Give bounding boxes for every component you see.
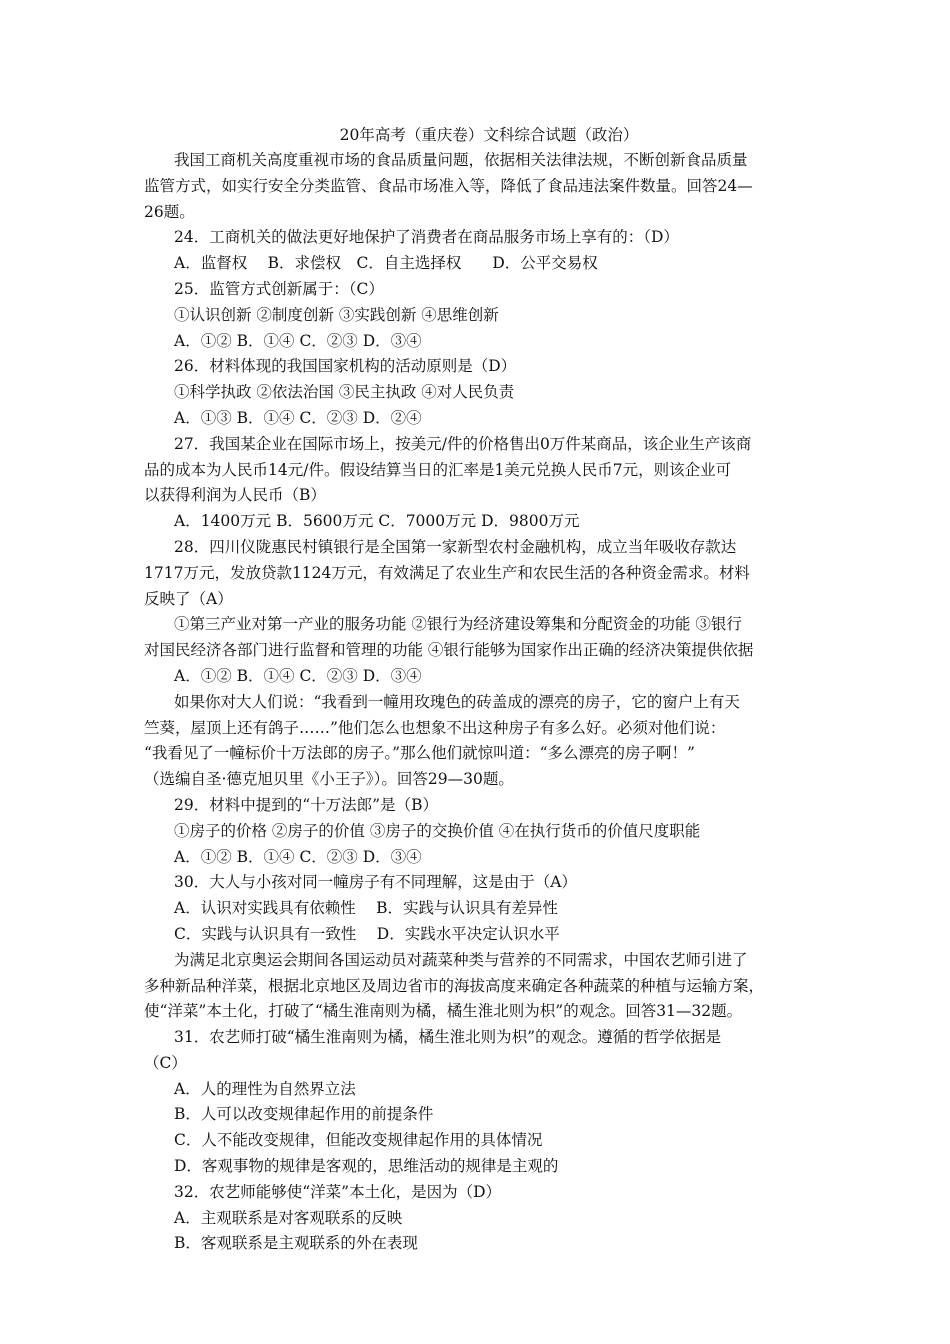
text-line: 品的成本为人民币14元/件。假设结算当日的汇率是1美元兑换人民币7元，则该企业可 — [144, 460, 732, 479]
text-line: 竺葵，屋顶上还有鸽子……”他们怎么也想象不出这种房子有多么好。必须对他们说： — [144, 718, 726, 737]
text-line: （C） — [144, 1053, 187, 1072]
text-line: A．人的理性为自然界立法 — [174, 1079, 356, 1098]
text-line: A．认识对实践具有依赖性 B．实践与认识具有差异性 — [174, 899, 559, 918]
text-line: 如果你对大人们说：“我看到一幢用玫瑰色的砖盖成的漂亮的房子，它的窗户上有天 — [174, 692, 740, 711]
document-page — [144, 122, 824, 1257]
text-line: B．人可以改变规律起作用的前提条件 — [174, 1105, 434, 1124]
text-line: 监管方式，如实行安全分类监管、食品市场准入等，降低了食品违法案件数量。回答24— — [144, 176, 753, 195]
text-line: 反映了（A） — [144, 589, 233, 608]
text-line: 对国民经济各部门进行监督和管理的功能 ④银行能够为国家作出正确的经济决策提供依据 — [144, 641, 754, 660]
text-line: 26．材料体现的我国国家机构的活动原则是（D） — [174, 357, 517, 376]
text-line: 为满足北京奥运会期间各国运动员对蔬菜种类与营养的不同需求，中国农艺师引进了 — [174, 950, 748, 969]
text-line: 29．材料中提到的“十万法郎”是（B） — [174, 795, 438, 814]
text-line: 使“洋菜”本土化，打破了“橘生淮南则为橘，橘生淮北则为枳”的观念。回答31—32题。 — [144, 1002, 743, 1021]
text-line: 31．农艺师打破“橘生淮南则为橘，橘生淮北则为枳”的观念。遵循的哲学依据是 — [174, 1028, 722, 1047]
text-line: D．客观事物的规律是客观的，思维活动的规律是主观的 — [174, 1157, 559, 1176]
text-line: ①科学执政 ②依法治国 ③民主执政 ④对人民负责 — [174, 383, 515, 402]
text-line: A．1400万元 B．5600万元 C．7000万元 D．9800万元 — [174, 512, 580, 531]
text-line: A．①③ B．①④ C．②③ D．②④ — [174, 408, 422, 427]
text-line: C．实践与认识具有一致性 D．实践水平决定认识水平 — [174, 924, 560, 943]
text-line: ①房子的价格 ②房子的价值 ③房子的交换价值 ④在执行货币的价值尺度职能 — [174, 821, 701, 840]
text-line: A．①② B．①④ C．②③ D．③④ — [174, 847, 422, 866]
text-line: A．主观联系是对客观联系的反映 — [174, 1208, 403, 1227]
text-line: B．客观联系是主观联系的外在表现 — [174, 1234, 418, 1253]
text-line: 27．我国某企业在国际市场上，按美元/件的价格售出0万件某商品，该企业生产该商 — [174, 434, 752, 453]
text-line: 1717万元，发放贷款1124万元，有效满足了农业生产和农民生活的各种资金需求。材料 — [144, 563, 750, 582]
text-line: ①认识创新 ②制度创新 ③实践创新 ④思维创新 — [174, 305, 499, 324]
text-line: A．①② B．①④ C．②③ D．③④ — [174, 666, 422, 685]
text-line: A．①② B．①④ C．②③ D．③④ — [174, 331, 422, 350]
text-line: 我国工商机关高度重视市场的食品质量问题，依据相关法律法规，不断创新食品质量 — [174, 151, 748, 169]
text-line: A．监督权 B．求偿权 C．自主选择权 D．公平交易权 — [174, 254, 598, 273]
text-line: 25．监管方式创新属于：（C） — [174, 279, 384, 298]
text-line: 32．农艺师能够使“洋菜”本土化，是因为（D） — [174, 1182, 501, 1201]
document-body — [144, 148, 824, 1257]
text-line: 28．四川仪陇惠民村镇银行是全国第一家新型农村金融机构，成立当年吸收存款达 — [174, 537, 737, 556]
text-line: ①第三产业对第一产业的服务功能 ②银行为经济建设筹集和分配资金的功能 ③银行 — [174, 615, 742, 634]
text-line: 以获得利润为人民币（B） — [144, 486, 326, 505]
text-line: “我看见了一幢标价十万法郎的房子。”那么他们就惊叫道：“多么漂亮的房子啊！” — [144, 744, 695, 763]
text-line: （选编自圣·德克旭贝里《小王子》）。回答29—30题。 — [144, 770, 514, 789]
text-line: 24．工商机关的做法更好地保护了消费者在商品服务市场上享有的：（D） — [174, 228, 679, 247]
page-title: 20年高考（重庆卷）文科综合试题（政治） — [339, 126, 639, 144]
text-line: C．人不能改变规律，但能改变规律起作用的具体情况 — [174, 1131, 543, 1150]
text-line: 多种新品种洋菜，根据北京地区及周边省市的海拔高度来确定各种蔬菜的种植与运输方案， — [144, 976, 765, 995]
text-line: 30．大人与小孩对同一幢房子有不同理解，这是由于（A） — [174, 873, 577, 892]
text-line: 26题。 — [144, 202, 195, 221]
